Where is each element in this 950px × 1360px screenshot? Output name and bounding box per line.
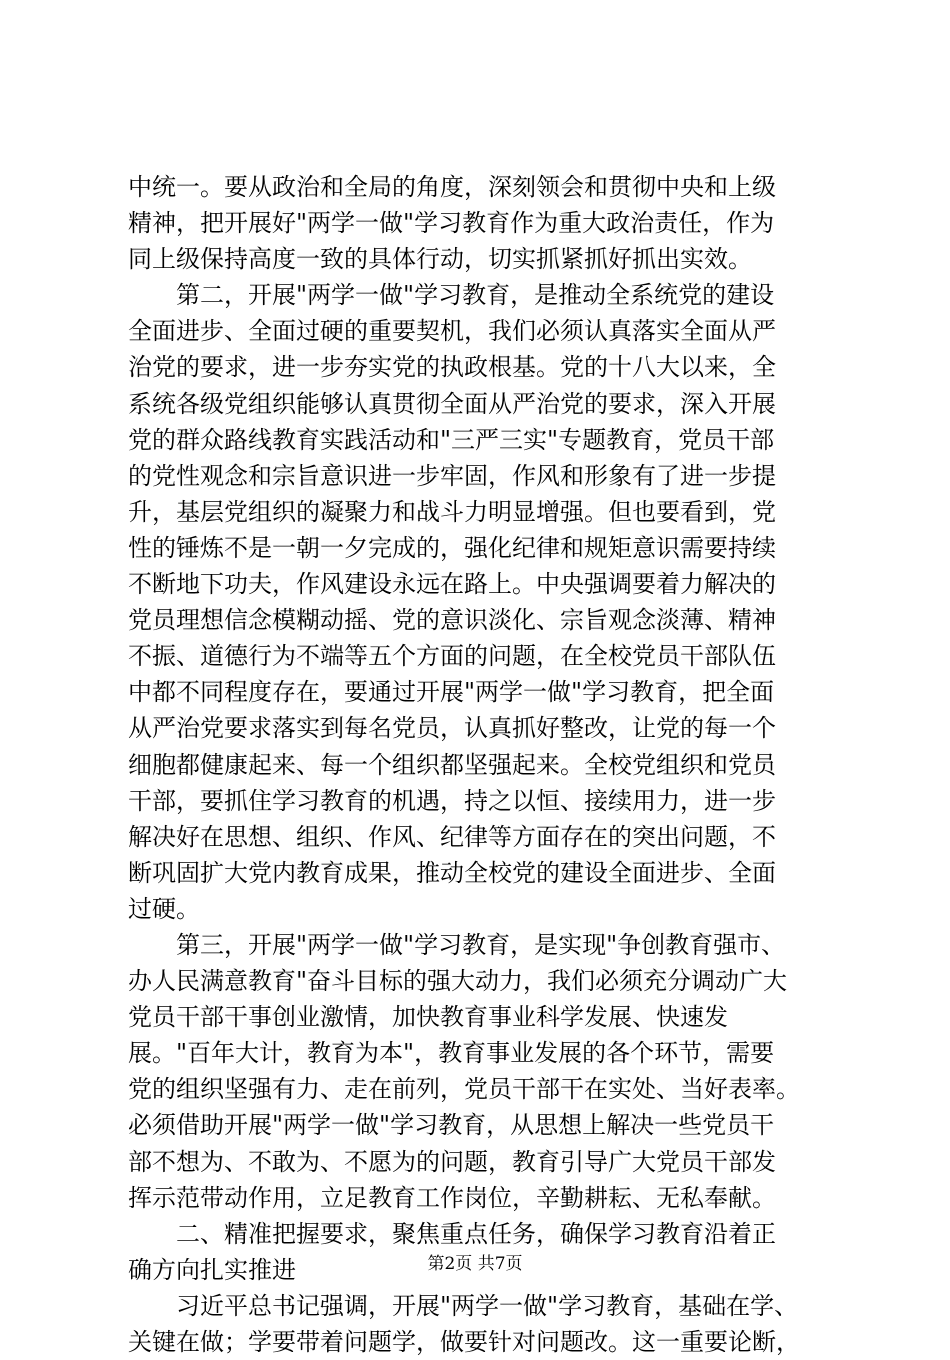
section-heading-line: 确方向扎实推进 <box>128 1255 296 1284</box>
text-line: 党的群众路线教育实践活动和"三严三实"专题教育，党员干部 <box>128 425 775 454</box>
text-line: 干部，要抓住学习教育的机遇，持之以恒、接续用力，进一步 <box>128 786 776 815</box>
text-line: 部不想为、不敢为、不愿为的问题，教育引导广大党员干部发 <box>128 1147 776 1176</box>
text-line: 系统各级党组织能够认真贯彻全面从严治党的要求，深入开展 <box>128 389 776 418</box>
text-line: 细胞都健康起来、每一个组织都坚强起来。全校党组织和党员 <box>128 750 776 779</box>
text-line: 展。"百年大计，教育为本"，教育事业发展的各个环节，需要 <box>128 1039 775 1068</box>
text-line: 办人民满意教育"奋斗目标的强大动力，我们必须充分调动广大 <box>128 967 788 996</box>
text-line: 党员理想信念模糊动摇、党的意识淡化、宗旨观念淡薄、精神 <box>128 606 776 635</box>
text-line: 性的锤炼不是一朝一夕完成的，强化纪律和规矩意识需要持续 <box>128 533 776 562</box>
text-line: 第三，开展"两学一做"学习教育，是实现"争创教育强市、 <box>128 930 786 959</box>
text-line: 习近平总书记强调，开展"两学一做"学习教育，基础在学、 <box>128 1291 799 1320</box>
text-line: 同上级保持高度一致的具体行动，切实抓紧抓好抓出实效。 <box>128 245 752 274</box>
text-line: 关键在做；学要带着问题学，做要针对问题改。这一重要论断， <box>128 1328 800 1356</box>
document-body <box>128 169 828 1360</box>
text-line: 从严治党要求落实到每名党员，认真抓好整改，让党的每一个 <box>128 714 776 743</box>
text-line: 过硬。 <box>128 894 200 923</box>
text-line: 中统一。要从政治和全局的角度，深刻领会和贯彻中央和上级 <box>128 173 776 201</box>
text-line: 不振、道德行为不端等五个方面的问题，在全校党员干部队伍 <box>128 642 776 671</box>
text-line: 第二，开展"两学一做"学习教育，是推动全系统党的建设 <box>128 281 775 310</box>
text-line: 挥示范带动作用，立足教育工作岗位，辛勤耕耘、无私奉献。 <box>128 1183 776 1212</box>
text-line: 党员干部干事创业激情，加快教育事业科学发展、快速发 <box>128 1003 728 1032</box>
text-line: 治党的要求，进一步夯实党的执政根基。党的十八大以来，全 <box>128 353 776 382</box>
text-line: 精神，把开展好"两学一做"学习教育作为重大政治责任，作为 <box>128 209 775 238</box>
section-heading-line: 二、精准把握要求，聚焦重点任务，确保学习教育沿着正 <box>128 1219 776 1248</box>
text-line: 不断地下功夫，作风建设永远在路上。中央强调要着力解决的 <box>128 570 776 599</box>
text-line: 的党性观念和宗旨意识进一步牢固，作风和形象有了进一步提 <box>128 461 776 490</box>
text-line: 升，基层党组织的凝聚力和战斗力明显增强。但也要看到，党 <box>128 497 776 526</box>
text-line: 中都不同程度存在，要通过开展"两学一做"学习教育，把全面 <box>128 678 775 707</box>
text-line: 全面进步、全面过硬的重要契机，我们必须认真落实全面从严 <box>128 317 776 346</box>
text-line: 断巩固扩大党内教育成果，推动全校党的建设全面进步、全面 <box>128 858 776 887</box>
text-line: 必须借助开展"两学一做"学习教育，从思想上解决一些党员干 <box>128 1111 775 1140</box>
text-line: 解决好在思想、组织、作风、纪律等方面存在的突出问题，不 <box>128 822 776 851</box>
page-footer <box>0 1249 950 1274</box>
text-line: 党的组织坚强有力、走在前列，党员干部干在实处、当好表率。 <box>128 1075 800 1104</box>
page-number-label: 第2页 共7页 <box>427 1254 523 1274</box>
